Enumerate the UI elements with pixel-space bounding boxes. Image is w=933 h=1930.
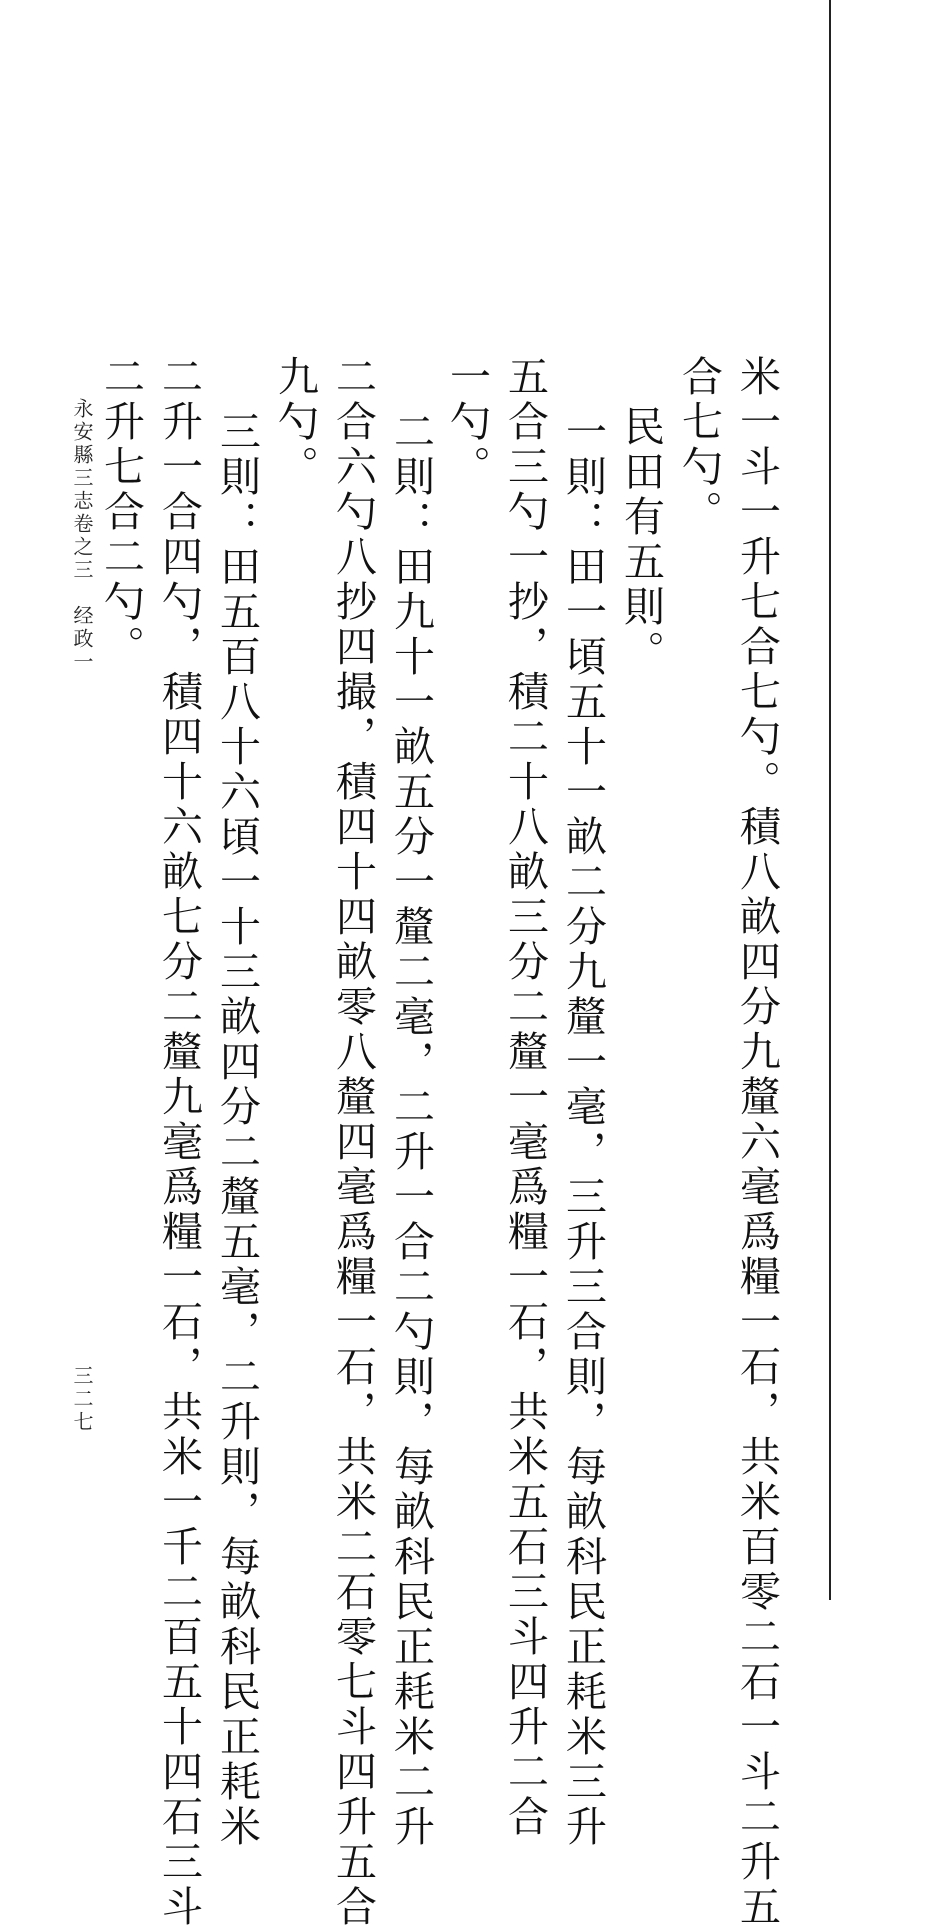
text-line-9: 九勺。 — [271, 355, 319, 490]
text-line-7: 二則：田九十一畝五分一釐二毫，二升一合二勺則，每畝科民正耗米二升 — [387, 410, 435, 1850]
text-line-8: 二合六勺八抄四撮，積四十四畝零八釐四毫爲糧一石，共米二石零七斗四升五合 — [329, 355, 377, 1930]
text-line-3: 民田有五則。 — [617, 405, 665, 675]
text-line-11: 二升一合四勺，積四十六畝七分二釐九毫爲糧一石，共米一千二百五十四石三斗 — [155, 355, 203, 1930]
text-line-4: 一則：田一頃五十一畝二分九釐一毫，三升三合則，每畝科民正耗米三升 — [559, 410, 607, 1850]
page-edge-rule — [829, 0, 831, 1600]
text-line-6: 一勺。 — [443, 355, 491, 490]
text-line-5: 五合三勺一抄，積二十八畝三分二釐一毫爲糧一石，共米五石三斗四升二合 — [501, 355, 549, 1840]
page-number: 三二七 — [70, 1365, 94, 1434]
text-line-12: 二升七合二勺。 — [97, 355, 145, 670]
text-line-2: 合七勺。 — [675, 355, 723, 535]
running-title: 永安縣三志卷之三 经政一 — [70, 398, 94, 674]
text-line-1: 米一斗一升七合七勺。積八畝四分九釐六毫爲糧一石，共米百零二石一斗二升五 — [733, 355, 781, 1930]
text-line-10: 三則：田五百八十六頃一十三畝四分二釐五毫，二升則，每畝科民正耗米 — [213, 410, 261, 1850]
